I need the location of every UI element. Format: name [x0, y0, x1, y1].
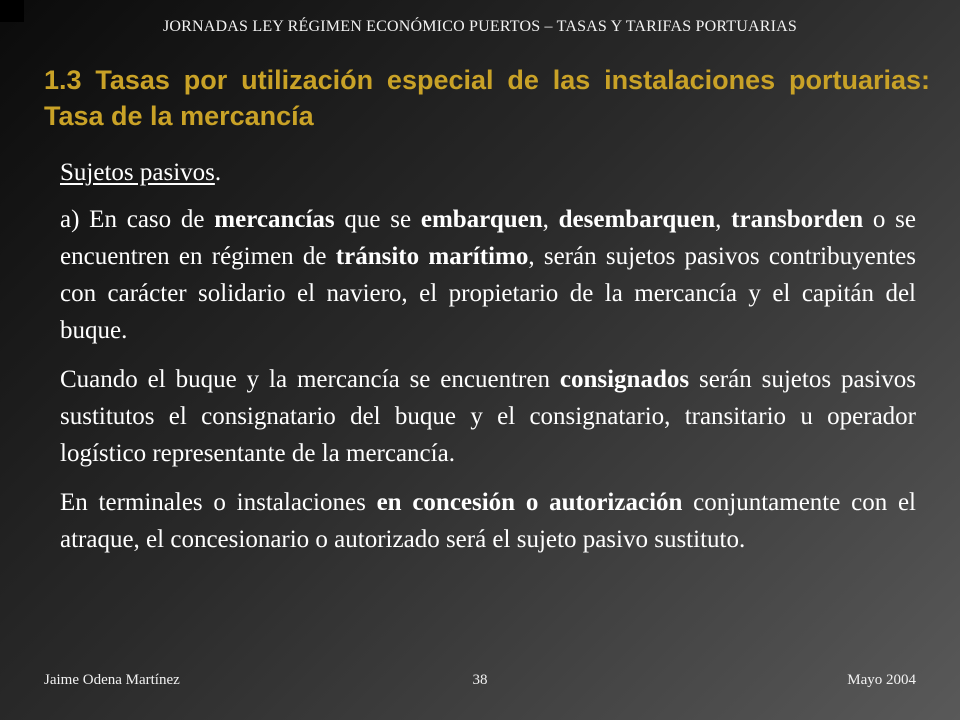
text-run: o se encuentren en régimen de — [60, 206, 916, 270]
section-heading-suffix: . — [214, 159, 222, 186]
slide-header: JORNADAS LEY RÉGIMEN ECONÓMICO PUERTOS – TASAS Y TARIFAS PORTUARIAS — [162, 18, 798, 35]
text-run: que se — [334, 206, 421, 233]
bold-term: mercancías — [214, 206, 335, 233]
paragraph-3 — [60, 484, 916, 558]
footer-author: Jaime Odena Martínez — [44, 672, 180, 688]
text-run: conjuntamente con el atraque, el concesionario o autorizado será el sujeto pasivo sustituto. — [60, 489, 916, 553]
text-run: En terminales o instalaciones — [60, 489, 377, 516]
bold-term: desembarquen — [558, 206, 716, 233]
section-heading-text: Sujetos pasivos — [60, 159, 215, 186]
section-heading — [60, 154, 916, 191]
bold-term: embarquen — [420, 206, 543, 233]
footer-date: Mayo 2004 — [847, 672, 916, 688]
slide-content — [60, 154, 916, 570]
text-run: Cuando el buque y la mercancía se encuentren — [60, 366, 560, 393]
footer-page-number: 38 — [472, 672, 488, 688]
paragraph-1 — [60, 201, 916, 349]
bold-term: consignados — [559, 366, 690, 393]
text-run: , — [715, 206, 732, 233]
bold-term: en concesión o autorización — [376, 489, 683, 516]
text-run: serán sujetos pasivos sustitutos el consignatario del buque y el consignatario, transitario u operador logístico representante de la mercancía. — [60, 366, 916, 467]
text-run: , serán sujetos pasivos contribuyentes con carácter solidario el naviero, el propietario de la mercancía y el capitán del buque. — [60, 243, 916, 344]
bold-term: transborden — [731, 206, 864, 233]
paragraph-2 — [60, 361, 916, 472]
slide-title: 1.3 Tasas por utilización especial de las instalaciones portuarias: Tasa de la mercancía — [44, 65, 930, 131]
text-run: , — [542, 206, 559, 233]
text-run: a) En caso de — [60, 206, 215, 233]
bold-term: tránsito marítimo — [335, 243, 529, 270]
